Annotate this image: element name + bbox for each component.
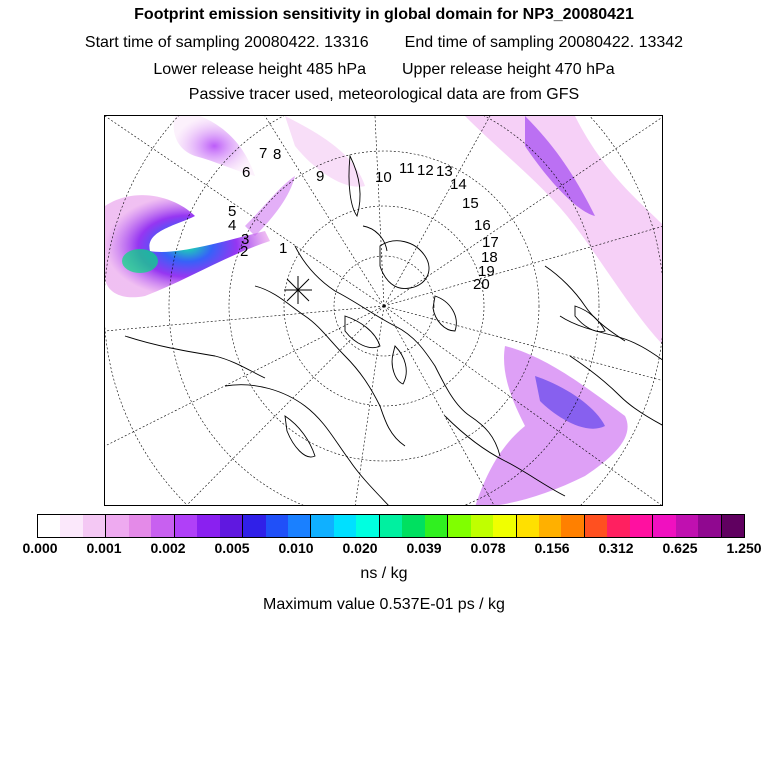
colorbar-cell [539,515,561,537]
colorbar-cell [380,515,402,537]
trajectory-label: 16 [474,217,491,234]
colorbar-tick-label: 0.020 [342,540,378,556]
trajectory-label: 14 [450,176,467,193]
sampling-end: End time of sampling 20080422. 13342 [404,34,684,51]
colorbar-cell [175,515,197,537]
trajectory-label: 1 [279,240,288,257]
release-site-marker [284,276,312,304]
release-upper: Upper release height 470 hPa [402,61,615,78]
max-value-label: Maximum value 0.537E-01 ps / kg [263,596,505,613]
colorbar-cell [334,515,356,537]
colorbar-cell [288,515,311,537]
colorbar-cell [197,515,219,537]
colorbar-cell [83,515,106,537]
map-canvas [105,116,663,506]
colorbar-cell [425,515,448,537]
map-title: Footprint emission sensitivity in global domain for NP3_20080421 [134,6,634,23]
colorbar [37,514,745,538]
colorbar-cell [722,515,744,537]
colorbar-tick-label: 0.001 [86,540,122,556]
colorbar-cell [630,515,653,537]
colorbar-tick-label: 0.039 [406,540,442,556]
trajectory-label: 12 [417,162,434,179]
colorbar-cell [60,515,82,537]
trajectory-label: 6 [242,164,251,181]
colorbar-cell [311,515,333,537]
colorbar-cell [561,515,584,537]
colorbar-cell [129,515,151,537]
colorbar-cell [653,515,675,537]
trajectory-label: 4 [228,217,237,234]
tracer-note: Passive tracer used, meteorological data are from GFS [188,86,580,103]
colorbar-cell [698,515,721,537]
trajectory-label: 5 [228,203,237,220]
colorbar-cell [220,515,243,537]
colorbar-cell [356,515,379,537]
colorbar-cell [585,515,607,537]
colorbar-cell [676,515,698,537]
trajectory-label: 3 [241,231,250,248]
trajectory-label: 20 [473,276,490,293]
colorbar-cell [517,515,539,537]
release-heights [0,61,768,79]
colorbar-cell [607,515,629,537]
colorbar-tick-label: 0.002 [150,540,186,556]
colorbar-cell [402,515,424,537]
colorbar-cell [38,515,60,537]
sampling-times [0,34,768,52]
release-lower: Lower release height 485 hPa [153,61,366,78]
colorbar-tick-label: 0.625 [662,540,698,556]
colorbar-cell [151,515,174,537]
sampling-start: Start time of sampling 20080422. 13316 [84,34,369,51]
colorbar-cell [471,515,493,537]
colorbar-cell [243,515,265,537]
trajectory-label: 18 [481,249,498,266]
colorbar-cell [448,515,470,537]
colorbar-cell [266,515,288,537]
trajectory-label: 10 [375,169,392,186]
colorbar-tick-label: 0.010 [278,540,314,556]
trajectory-label: 19 [478,263,495,280]
trajectory-label: 13 [436,163,453,180]
colorbar-tick-label: 0.312 [598,540,634,556]
colorbar-tick-label: 0.078 [470,540,506,556]
colorbar-tick-label: 0.156 [534,540,570,556]
trajectory-label: 8 [273,146,282,163]
colorbar-tick-label: 0.000 [22,540,58,556]
colorbar-tick-label: 1.250 [726,540,762,556]
trajectory-label: 11 [399,160,415,177]
colorbar-cell [493,515,516,537]
trajectory-label: 15 [462,195,479,212]
polar-map [104,115,663,506]
units-label: ns / kg [360,565,408,582]
colorbar-cell [106,515,128,537]
trajectory-label: 17 [482,234,499,251]
trajectory-label: 7 [259,145,268,162]
trajectory-label: 2 [240,243,249,260]
trajectory-label: 9 [316,168,325,185]
colorbar-tick-label: 0.005 [214,540,250,556]
